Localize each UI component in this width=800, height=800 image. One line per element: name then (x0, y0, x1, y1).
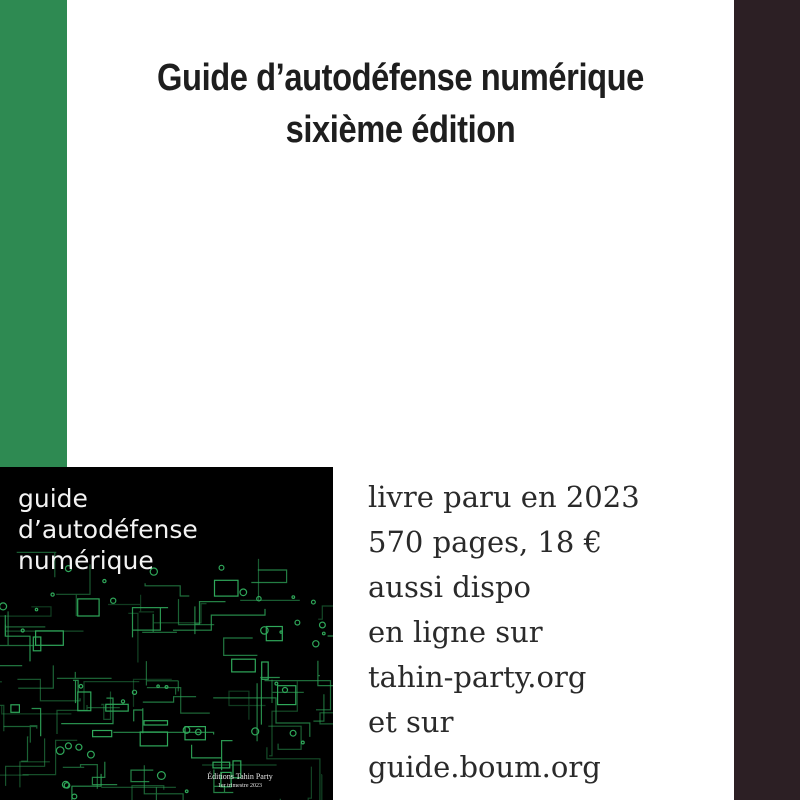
cover-title-line-3: numérique (18, 546, 154, 575)
circuit-trace (272, 680, 304, 703)
circuit-chip (262, 662, 269, 679)
circuit-trace (251, 570, 286, 583)
cover-title-line-1: guide (18, 484, 88, 513)
circuit-chip (93, 731, 112, 737)
title-line-2: sixième édition (285, 109, 516, 151)
circuit-trace (32, 709, 41, 736)
circuit-node (76, 744, 82, 750)
circuit-chip (140, 732, 167, 746)
circuit-node (51, 593, 54, 596)
circuit-chip (144, 721, 168, 725)
circuit-trace (318, 596, 333, 619)
circuit-trace (328, 612, 333, 636)
circuit-node (35, 608, 37, 610)
book-cover-image (0, 467, 333, 800)
circuit-node (185, 790, 188, 793)
info-line-7: guide.boum.org (368, 750, 601, 784)
circuit-trace (84, 682, 139, 710)
circuit-node (79, 685, 83, 689)
circuit-node (261, 627, 268, 634)
circuit-trace (63, 765, 98, 789)
circuit-chip (215, 580, 239, 596)
circuit-trace (179, 599, 215, 625)
circuit-node (313, 641, 319, 647)
circuit-chip (266, 627, 282, 641)
cover-date: 1er trimestre 2023 (218, 783, 262, 789)
circuit-node (65, 743, 71, 749)
circuit-trace (147, 688, 210, 714)
circuit-trace (92, 762, 117, 785)
circuit-trace (229, 691, 266, 720)
circuit-chip (11, 705, 20, 713)
circuit-node (240, 589, 247, 596)
circuit-trace (192, 741, 233, 771)
circuit-node (219, 565, 224, 570)
circuit-trace (57, 672, 112, 678)
circuit-node (88, 751, 95, 758)
circuit-trace (0, 637, 22, 666)
circuit-trace (146, 661, 178, 691)
info-line-5: tahin-party.org (368, 660, 587, 694)
circuit-trace (308, 767, 311, 800)
cover-publisher: Éditions Tahin Party (207, 772, 273, 781)
circuit-chip (232, 659, 256, 672)
info-line-2: 570 pages, 18 € (368, 525, 603, 559)
circuit-node (323, 632, 326, 635)
circuit-trace (173, 609, 265, 630)
circuit-node (320, 622, 326, 628)
circuit-chip (36, 631, 64, 645)
book-info (368, 475, 640, 790)
cover-footer (180, 772, 300, 790)
circuit-chip (78, 599, 99, 616)
circuit-trace (21, 737, 28, 761)
circuit-node (295, 620, 300, 625)
right-color-band (734, 0, 800, 800)
page-title (67, 52, 734, 156)
circuit-trace (145, 583, 189, 596)
circuit-node (301, 741, 304, 744)
circuit-node (158, 772, 166, 780)
circuit-trace (143, 697, 196, 702)
info-line-6: et sur (368, 705, 454, 739)
circuit-node (56, 747, 64, 755)
circuit-trace (195, 602, 226, 635)
circuit-trace (17, 679, 80, 700)
circuit-trace (23, 740, 78, 774)
circuit-node (72, 794, 77, 799)
circuit-trace (0, 775, 29, 796)
circuit-node (283, 688, 288, 693)
circuit-trace (4, 726, 37, 743)
circuit-node (157, 685, 159, 687)
circuit-trace (268, 726, 301, 749)
circuit-node (111, 598, 116, 603)
info-line-1: livre paru en 2023 (368, 480, 640, 514)
circuit-node (103, 580, 106, 583)
circuit-trace (224, 638, 258, 655)
circuit-trace (18, 665, 53, 688)
circuit-trace (154, 604, 207, 623)
circuit-node (292, 596, 295, 599)
circuit-trace (240, 559, 300, 601)
cover-title-line-2: d’autodéfense (18, 515, 198, 544)
circuit-node (290, 730, 296, 736)
cover-title (18, 483, 198, 576)
circuit-trace (313, 694, 324, 721)
circuit-node (0, 603, 7, 610)
circuit-node (275, 682, 278, 685)
info-line-4: en ligne sur (368, 615, 543, 649)
circuit-trace (134, 708, 143, 733)
circuit-chip (33, 637, 41, 651)
circuit-trace (134, 679, 172, 707)
circuit-trace (5, 615, 30, 661)
circuit-trace (131, 770, 153, 782)
title-line-1: Guide d’autodéfense numérique (157, 57, 644, 99)
circuit-trace (113, 732, 213, 734)
circuit-node (312, 600, 316, 604)
circuit-node (121, 700, 124, 703)
info-line-3: aussi dispo (368, 570, 531, 604)
